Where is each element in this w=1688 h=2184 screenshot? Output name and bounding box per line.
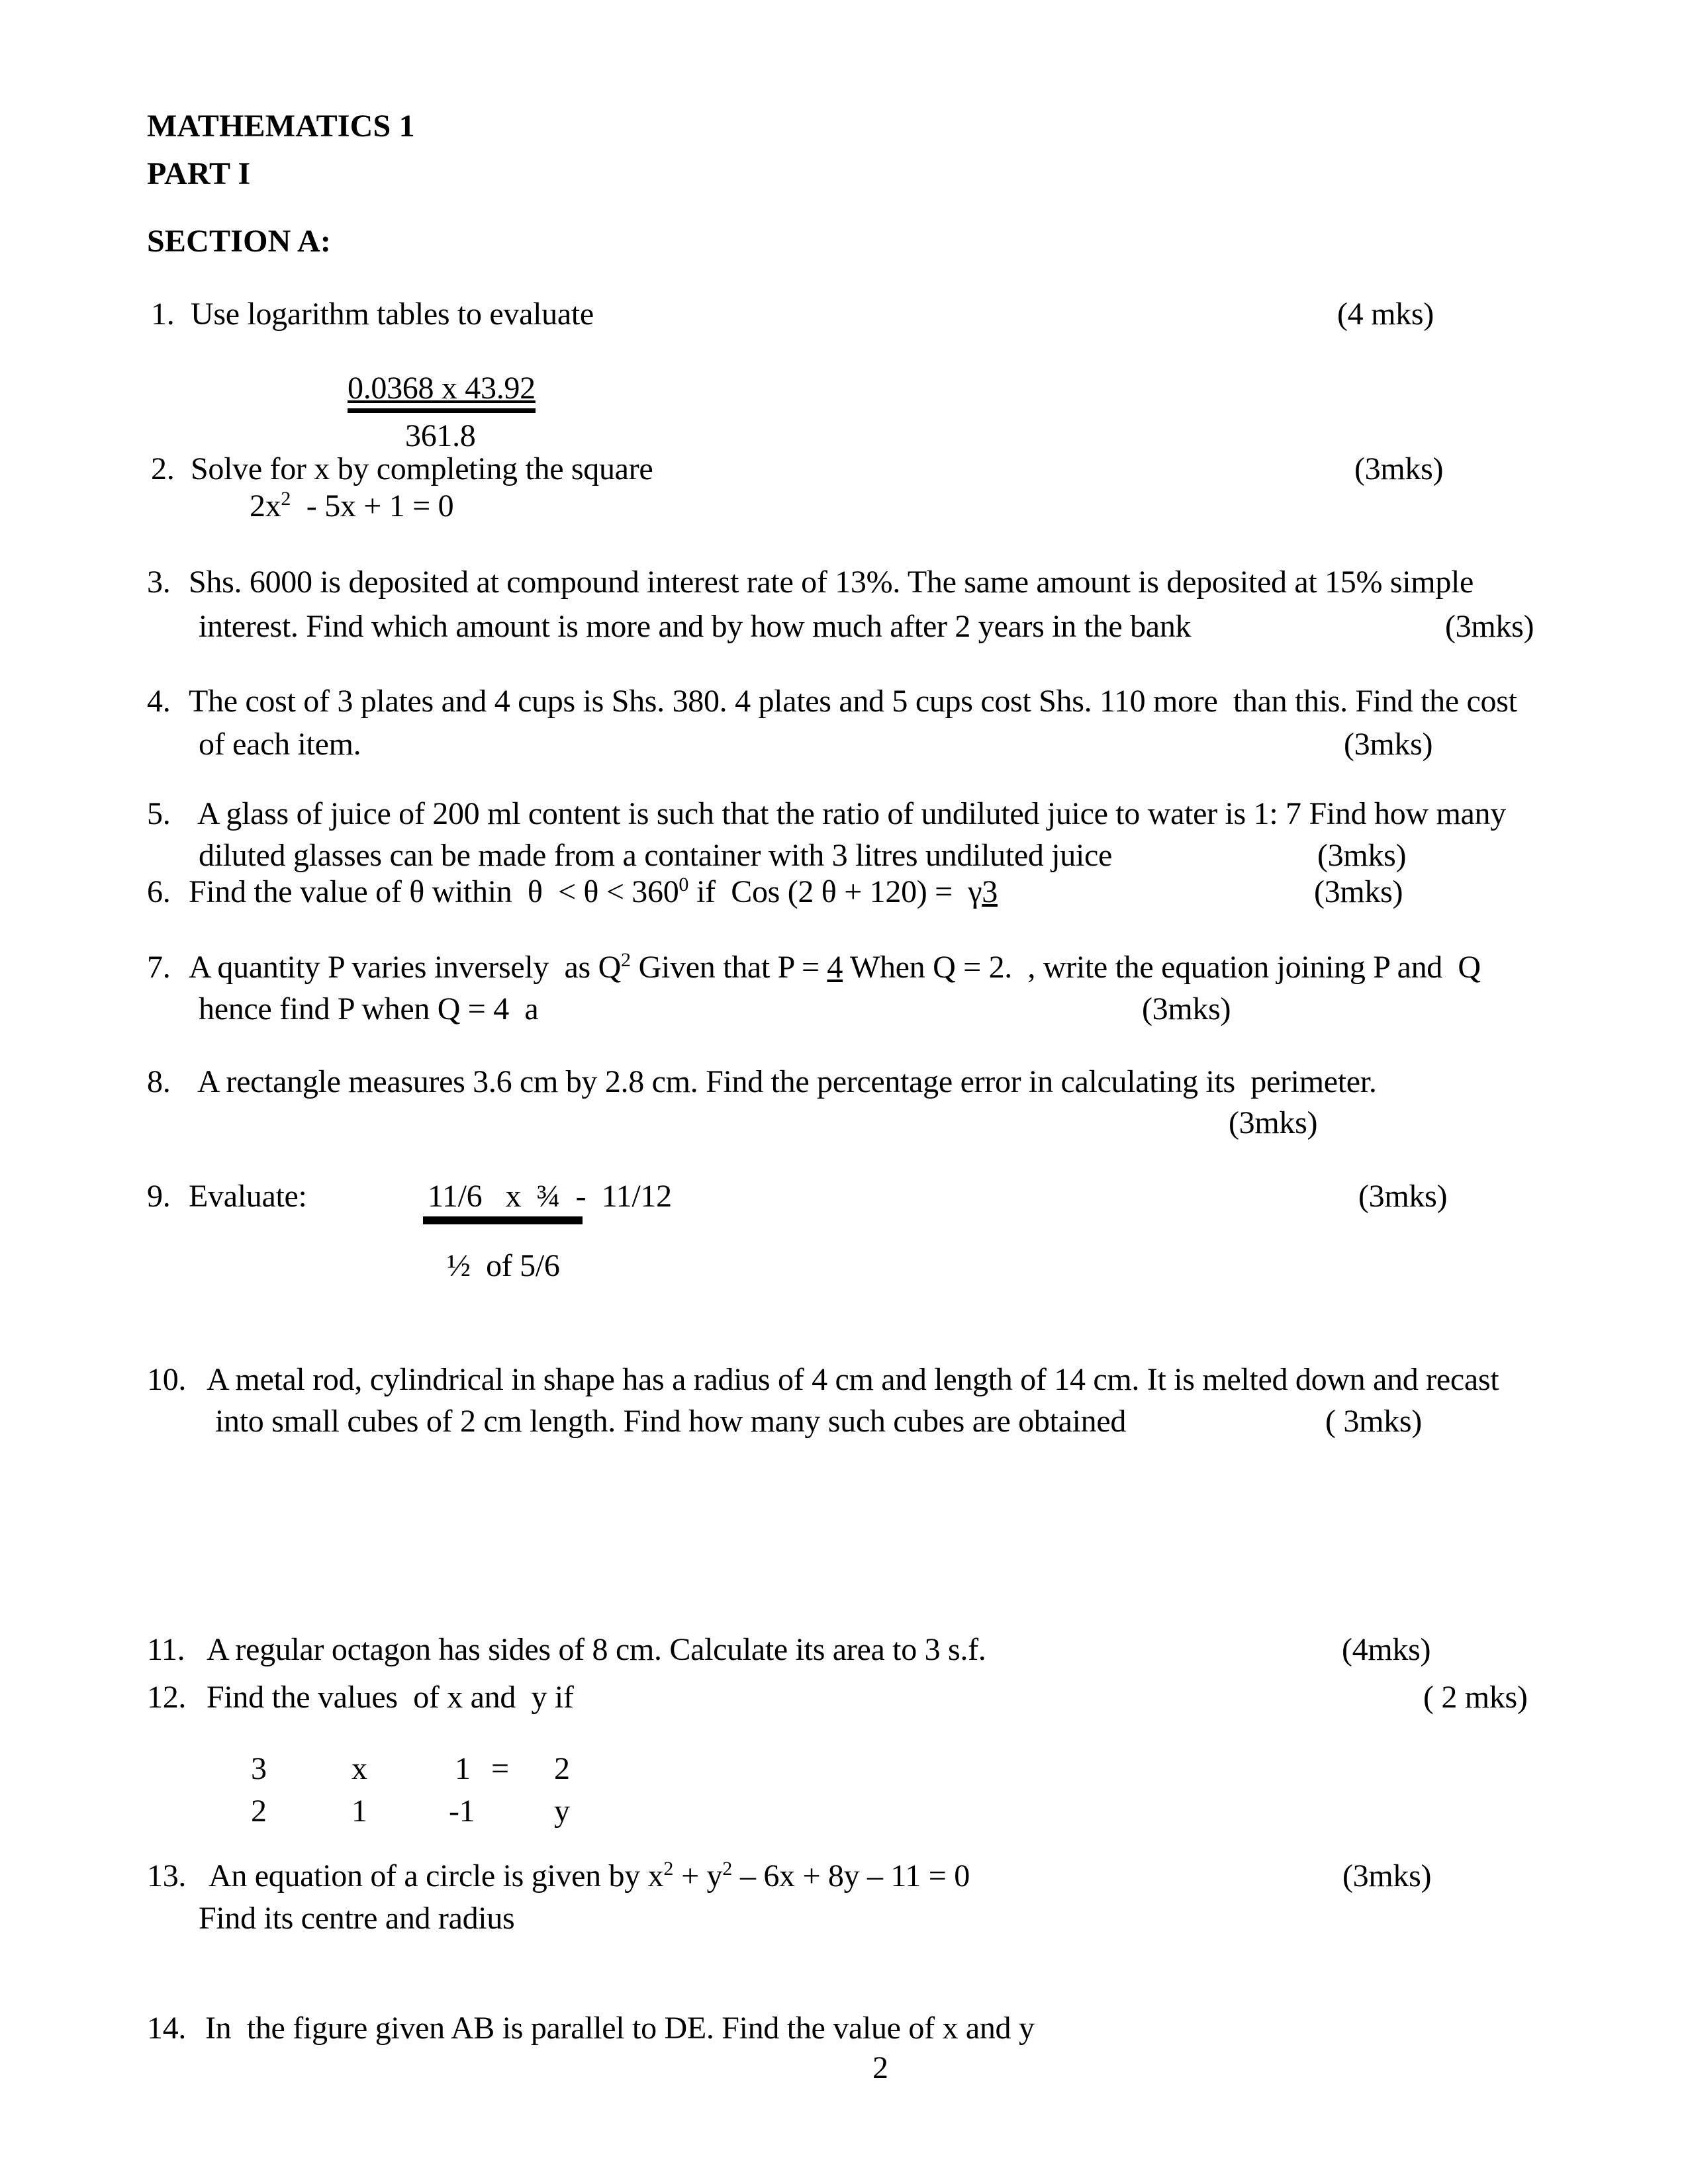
q10-line1: A metal rod, cylindrical in shape has a radius of 4 cm and length of 14 cm. It is melted down and recast	[207, 1362, 1499, 1397]
q7-line2: hence find P when Q = 4 a	[199, 991, 539, 1026]
q9-numerator-expression: 11/6 x ¾ - 11/12	[428, 1179, 672, 1214]
q2-exponent: 2	[281, 488, 291, 510]
q4-line1: The cost of 3 plates and 4 cups is Shs. 380. 4 plates and 5 cups cost Shs. 110 more than this. Find the cost	[189, 684, 1517, 719]
matrix-r1c3: 1	[455, 1751, 471, 1786]
q1-text: Use logarithm tables to evaluate	[191, 296, 594, 332]
q11-text: A regular octagon has sides of 8 cm. Calculate its area to 3 s.f.	[207, 1632, 986, 1667]
q13-exponent-y: 2	[722, 1858, 733, 1880]
q2-number: 2.	[151, 451, 175, 486]
q6-degree-exponent: 0	[679, 874, 689, 895]
doc-part: PART I	[147, 156, 251, 191]
matrix-r2c1: 2	[251, 1794, 267, 1829]
matrix-r2c2: 1	[352, 1794, 367, 1829]
q8-marks: (3mks)	[1229, 1105, 1318, 1140]
q2-marks: (3mks)	[1354, 451, 1444, 486]
q4-number: 4.	[147, 684, 171, 719]
page-number: 2	[872, 2050, 888, 2085]
q5-line2: diluted glasses can be made from a container with 3 litres undiluted juice	[199, 838, 1113, 873]
matrix-r1-equals: =	[491, 1751, 509, 1786]
matrix-r1c1: 3	[251, 1751, 267, 1786]
q2-text: Solve for x by completing the square	[191, 451, 653, 486]
q7-exponent: 2	[620, 949, 631, 971]
matrix-r2c4: y	[554, 1794, 570, 1829]
q1-number: 1.	[151, 296, 175, 332]
q13-exponent-x: 2	[663, 1858, 674, 1880]
q7-underlined-value: 4	[827, 950, 843, 985]
q11-number: 11.	[147, 1632, 185, 1667]
q9-number: 9.	[147, 1179, 171, 1214]
q10-line2: into small cubes of 2 cm length. Find how many such cubes are obtained	[215, 1404, 1127, 1439]
q7-marks: (3mks)	[1142, 991, 1231, 1026]
q13-line2: Find its centre and radius	[199, 1901, 515, 1936]
q10-marks: ( 3mks)	[1325, 1404, 1422, 1439]
q13-line1: An equation of a circle is given by $x^2 + y^2 - 6x + 8y - 11 = 0$	[209, 1858, 970, 1893]
q9-fraction-bar	[423, 1216, 583, 1224]
q14-number: 14.	[147, 2011, 187, 2046]
q6-text: Find the value of θ within $\theta < \theta < 360^0$ if Cos (2 θ + 120) = γ3	[189, 874, 998, 909]
matrix-r1c2: x	[352, 1751, 367, 1786]
q5-line1: A glass of juice of 200 ml content is such that the ratio of undiluted juice to water is 1: 7 Find how many	[197, 796, 1506, 831]
q12-marks: ( 2 mks)	[1423, 1680, 1528, 1715]
q9-denominator-expression: ½ of 5/6	[447, 1248, 560, 1283]
q6-radicand: 3	[982, 874, 998, 909]
q6-number: 6.	[147, 874, 171, 909]
q12-number: 12.	[147, 1680, 187, 1715]
q1-fraction-numerator: 0.0368 x 43.92	[348, 371, 536, 413]
q5-number: 5.	[147, 796, 171, 831]
q13-marks: (3mks)	[1342, 1858, 1432, 1893]
q14-text: In the figure given AB is parallel to DE. Find the value of x and y	[205, 2011, 1035, 2046]
q5-marks: (3mks)	[1317, 838, 1407, 873]
doc-title: MATHEMATICS 1	[147, 109, 415, 144]
q11-marks: (4mks)	[1342, 1632, 1431, 1667]
q7-number: 7.	[147, 950, 171, 985]
q3-number: 3.	[147, 565, 171, 600]
q1-marks: (4 mks)	[1337, 296, 1434, 332]
q1-fraction-denominator: 361.8	[405, 418, 476, 453]
q7-line1: A quantity P varies inversely as $Q^2$ Given that P = 4 When Q = 2. , write the equation joining P and Q	[189, 949, 1481, 985]
q2-equation: $2x^2 - 5x + 1 = 0$	[250, 488, 454, 523]
q13-number: 13.	[147, 1858, 187, 1893]
q10-number: 10.	[147, 1362, 187, 1397]
q9-marks: (3mks)	[1358, 1179, 1448, 1214]
q4-line2: of each item.	[199, 727, 361, 762]
q8-number: 8.	[147, 1064, 171, 1099]
q3-marks: (3mks)	[1445, 609, 1534, 644]
q12-text: Find the values of x and y if	[207, 1680, 574, 1715]
section-heading: SECTION A:	[147, 224, 332, 259]
q3-line1: Shs. 6000 is deposited at compound interest rate of 13%. The same amount is deposited at 15% simple	[189, 565, 1474, 600]
q6-marks: (3mks)	[1314, 874, 1403, 909]
q8-line1: A rectangle measures 3.6 cm by 2.8 cm. Find the percentage error in calculating its perimeter.	[197, 1064, 1377, 1099]
q9-label: Evaluate:	[189, 1179, 307, 1214]
matrix-r2c3: -1	[449, 1794, 475, 1829]
matrix-r1c4: 2	[554, 1751, 570, 1786]
q4-marks: (3mks)	[1344, 727, 1433, 762]
q3-line2: interest. Find which amount is more and by how much after 2 years in the bank	[199, 609, 1192, 644]
